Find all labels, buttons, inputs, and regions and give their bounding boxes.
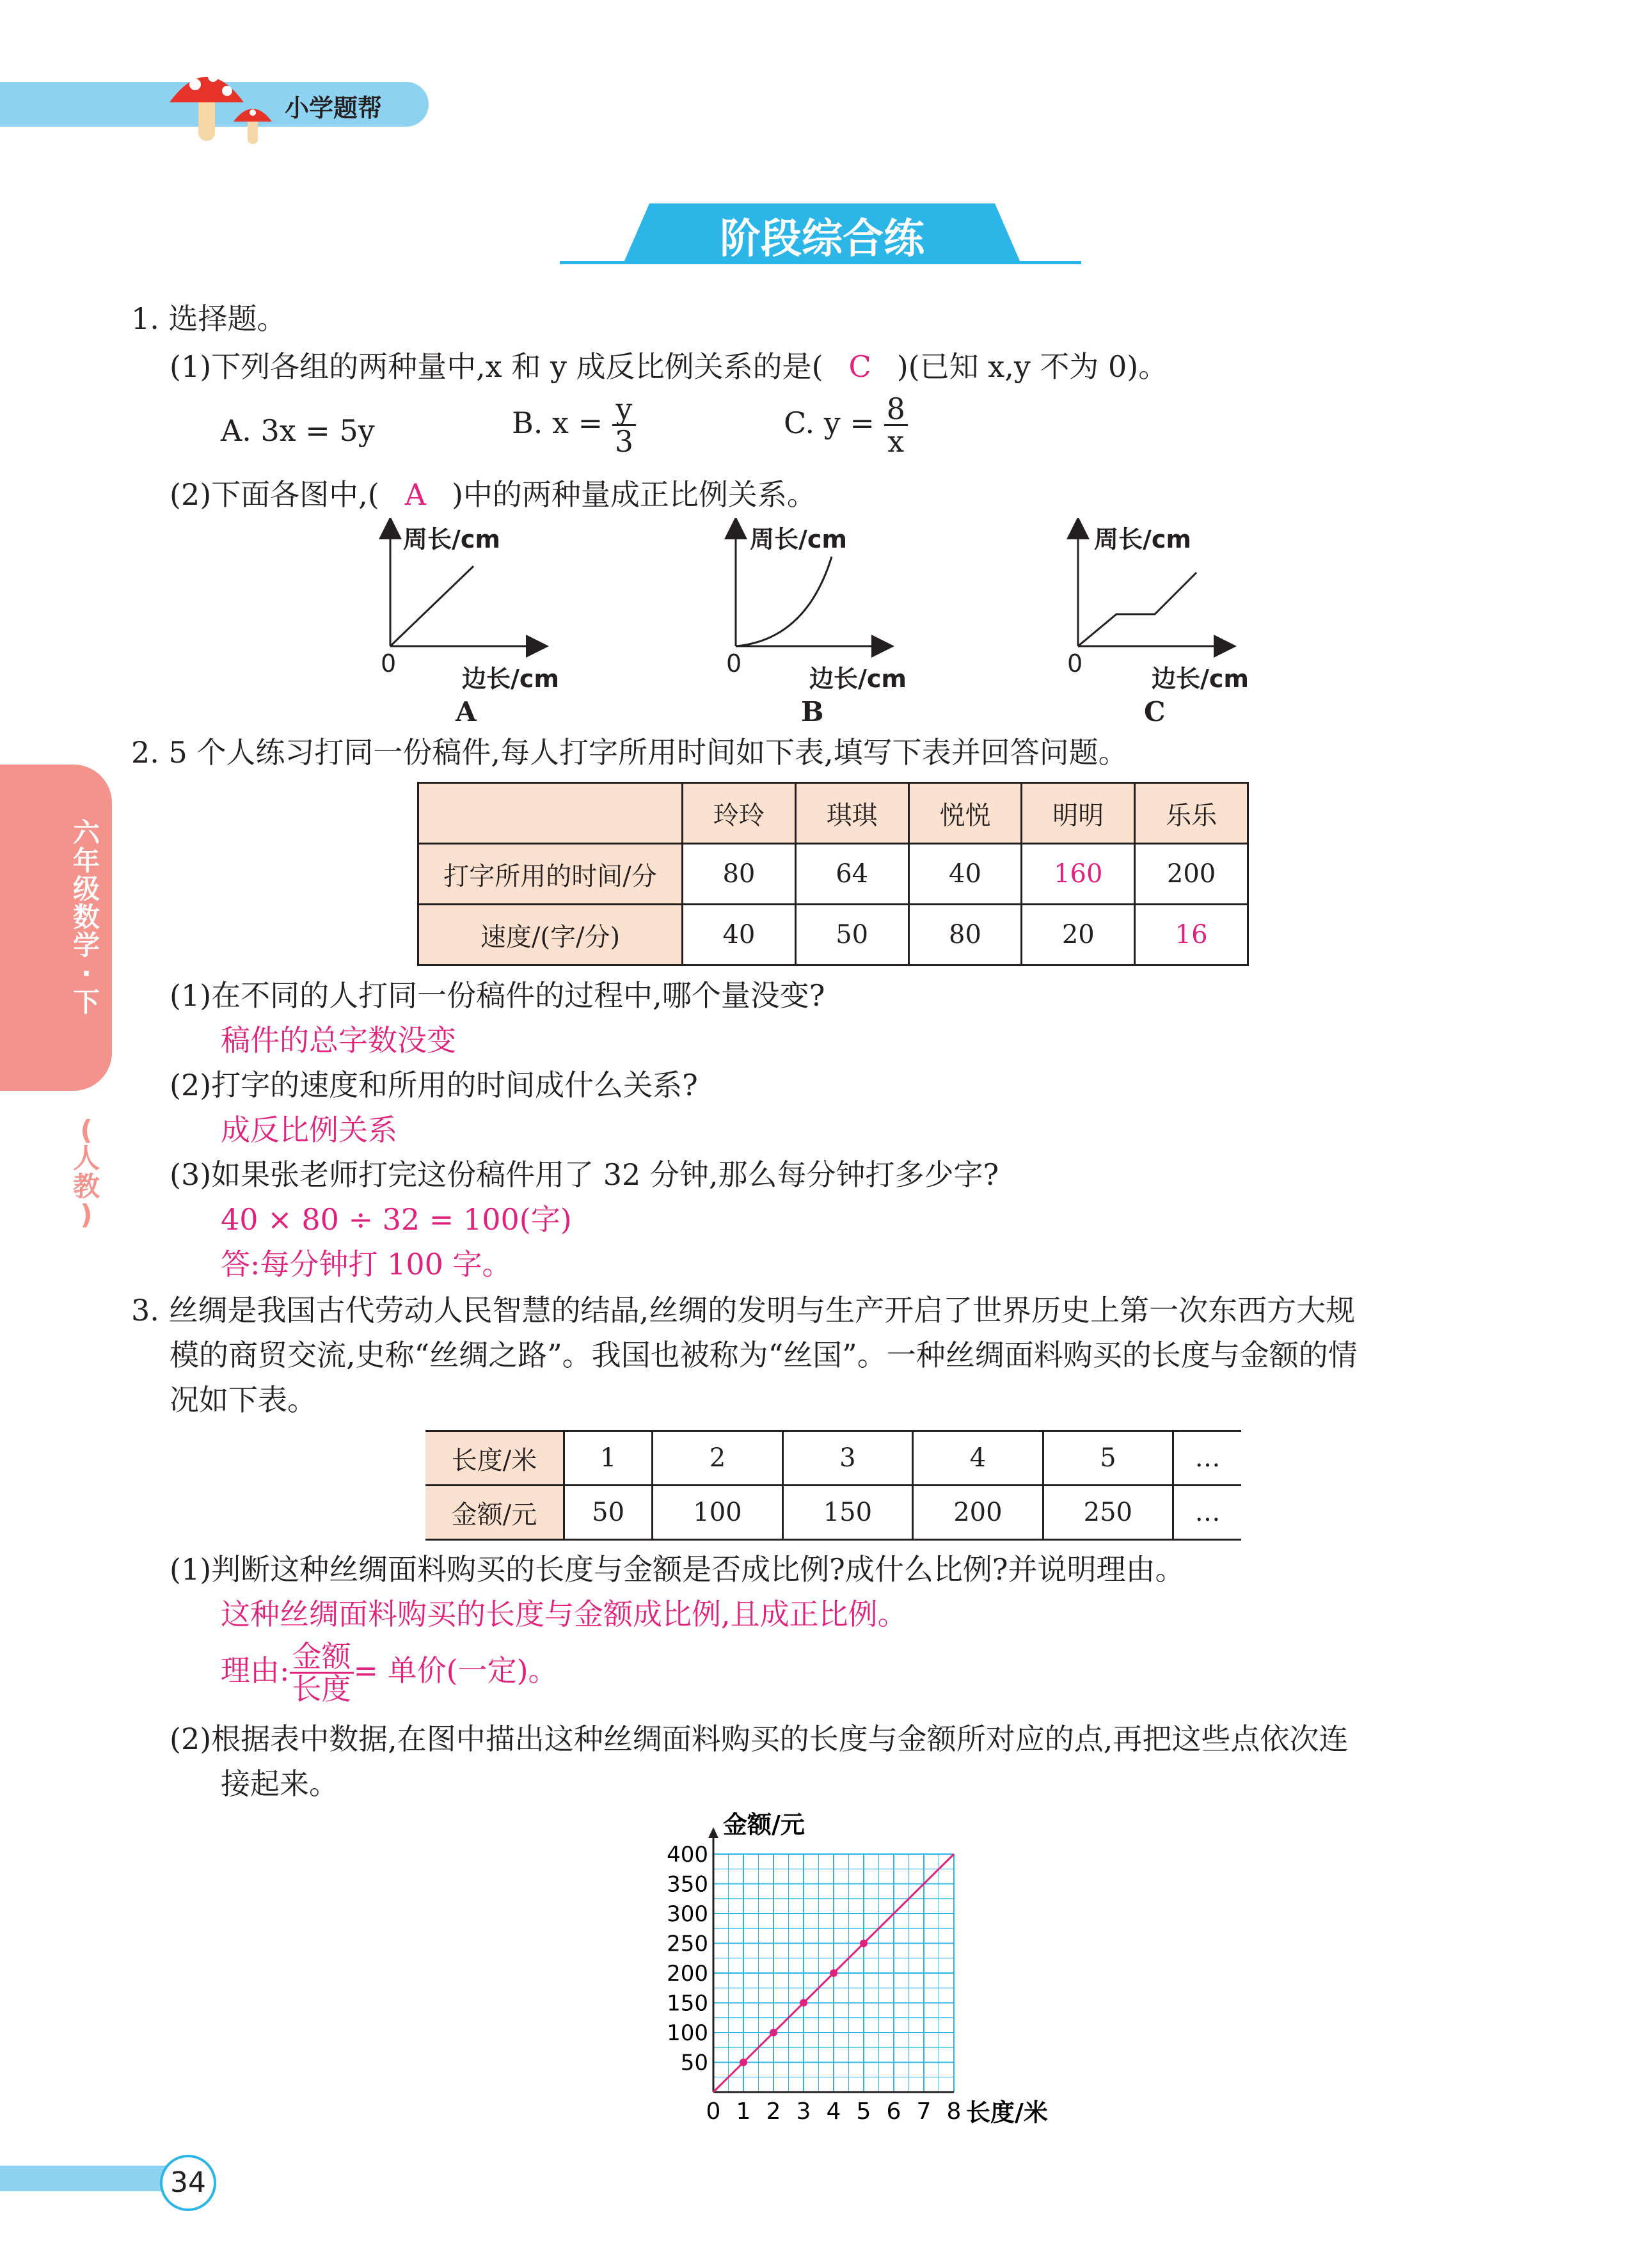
q2-sub1-answer: 稿件的总字数没变	[221, 1023, 456, 1058]
chart-x-tick-label: 8	[946, 2098, 962, 2125]
chart-point	[800, 1999, 807, 2007]
q1-option-b: B. x = $\frac{y}{3}$	[512, 393, 636, 457]
chart-y-tick-label: 400	[667, 1842, 708, 1868]
q2-sub2-answer: 成反比例关系	[221, 1113, 397, 1147]
graph-a-origin: 0	[381, 649, 397, 678]
graph-a-ylabel: 周长/cm	[403, 525, 501, 553]
graph-c-line	[1078, 573, 1196, 646]
footer-band	[0, 2166, 186, 2191]
q3-table-row-length: 长度/米 1 2 3 4 5 …	[425, 1431, 1241, 1486]
q3-intro-line1: 3. 丝绸是我国古代劳动人民智慧的结晶,丝绸的发明与生产开启了世界历史上第一次东西方大规	[131, 1293, 1356, 1328]
graph-c-label: C	[1144, 696, 1166, 727]
q1-heading: 1. 选择题。	[131, 301, 287, 336]
graph-b-ylabel: 周长/cm	[750, 525, 848, 553]
chart-y-tick-label: 100	[667, 2020, 708, 2046]
graph-a-label: A	[456, 696, 477, 727]
q3-chart	[653, 1804, 1088, 2137]
chart-y-tick-label: 350	[667, 1871, 708, 1898]
q1-option-a: A. 3x = 5y	[221, 413, 375, 448]
q3-sub1-answer: 这种丝绸面料购买的长度与金额成比例,且成正比例。	[221, 1597, 907, 1631]
chart-ylabel: 金额/元	[723, 1811, 805, 1839]
chart-y-tick-label: 250	[667, 1931, 708, 1957]
q2-table-row-speed: 速度/(字/分) 40 50 80 20 16	[418, 905, 1248, 965]
chart-x-tick-label: 7	[916, 2098, 932, 2125]
q2-table	[417, 782, 1249, 966]
q2-sub3-answer-text: 答:每分钟打 100 字。	[221, 1247, 512, 1281]
chart-y-tick-label: 200	[667, 1961, 708, 1986]
q3-sub1-reason: 理由: $\frac{\text{金额}}{\text{长度}}$ = 单价(一定)。	[221, 1639, 558, 1707]
chart-point	[740, 2059, 747, 2066]
chart-x-tick-label: 0	[706, 2098, 721, 2125]
graph-c-xlabel: 边长/cm	[1152, 665, 1249, 693]
graph-c-origin: 0	[1067, 649, 1083, 678]
chart-y-tick-label: 50	[680, 2050, 708, 2076]
q1-sub1-answer: C	[848, 349, 871, 384]
mushroom-logo-icon	[163, 58, 285, 147]
graph-a-xlabel: 边长/cm	[462, 665, 560, 693]
q1-sub2-answer: A	[404, 477, 426, 512]
chart-xlabel: 长度/米	[966, 2098, 1048, 2127]
q1-sub2: (2)下面各图中,( A )中的两种量成正比例关系。	[170, 477, 816, 512]
q2-heading: 2. 5 个人练习打同一份稿件,每人打字所用时间如下表,填写下表并回答问题。	[131, 735, 1128, 770]
side-tab-label: 六 年 级 数 学 · 下	[72, 817, 100, 1018]
graph-b-label: B	[801, 696, 824, 727]
chart-x-tick-label: 1	[736, 2098, 751, 2125]
q3-table	[425, 1430, 1241, 1541]
graph-a-line	[390, 566, 473, 646]
q1-option-c: C. y = $\frac{8}{x}$	[784, 393, 908, 457]
q3-intro-line3: 况如下表。	[170, 1383, 317, 1417]
q1-sub1: (1)下列各组的两种量中,x 和 y 成反比例关系的是( C )(已知 x,y 不为 0)。	[170, 349, 1168, 384]
q2-table-row-time: 打字所用的时间/分 80 64 40 160 200	[418, 844, 1248, 905]
q3-sub1-question: (1)判断这种丝绸面料购买的长度与金额是否成比例?成什么比例?并说明理由。	[170, 1552, 1185, 1587]
q3-sub2-question-line2: 接起来。	[221, 1766, 338, 1801]
chart-x-tick-label: 2	[766, 2098, 781, 2125]
graph-b-curve	[736, 557, 832, 646]
q2-sub3-answer-calc: 40 × 80 ÷ 32 = 100(字)	[221, 1202, 572, 1237]
chart-y-axis-arrow	[708, 1827, 718, 1838]
chart-y-tick-label: 150	[667, 1990, 708, 2017]
page-number: 34	[160, 2155, 216, 2211]
chart-x-tick-label: 6	[886, 2098, 901, 2125]
chart-x-tick-label: 4	[826, 2098, 841, 2125]
graph-b-origin: 0	[726, 649, 742, 678]
chart-x-tick-label: 5	[856, 2098, 871, 2125]
graph-b-xlabel: 边长/cm	[809, 665, 907, 693]
chart-point	[860, 1940, 868, 1947]
chart-x-tick-label: 3	[796, 2098, 811, 2125]
section-title: 阶段综合练	[720, 216, 924, 263]
side-edition-label: ( 人 教 )	[72, 1114, 100, 1231]
brand-name: 小学题帮	[285, 94, 383, 122]
q2-table-header-row: 玲玲 琪琪 悦悦 明明 乐乐	[418, 783, 1248, 844]
q2-sub2-question: (2)打字的速度和所用的时间成什么关系?	[170, 1068, 698, 1102]
chart-point	[770, 2029, 777, 2036]
q3-sub2-question-line1: (2)根据表中数据,在图中描出这种丝绸面料购买的长度与金额所对应的点,再把这些点依次连	[170, 1722, 1349, 1756]
q3-intro-line2: 模的商贸交流,史称“丝绸之路”。我国也被称为“丝国”。一种丝绸面料购买的长度与金额的情	[170, 1338, 1358, 1372]
graph-c-ylabel: 周长/cm	[1094, 525, 1192, 553]
q2-sub1-question: (1)在不同的人打同一份稿件的过程中,哪个量没变?	[170, 978, 825, 1013]
q3-table-row-amount: 金额/元 50 100 150 200 250 …	[425, 1486, 1241, 1540]
chart-point	[830, 1969, 837, 1977]
q2-sub3-question: (3)如果张老师打完这份稿件用了 32 分钟,那么每分钟打多少字?	[170, 1157, 999, 1192]
chart-y-tick-label: 300	[667, 1901, 708, 1927]
